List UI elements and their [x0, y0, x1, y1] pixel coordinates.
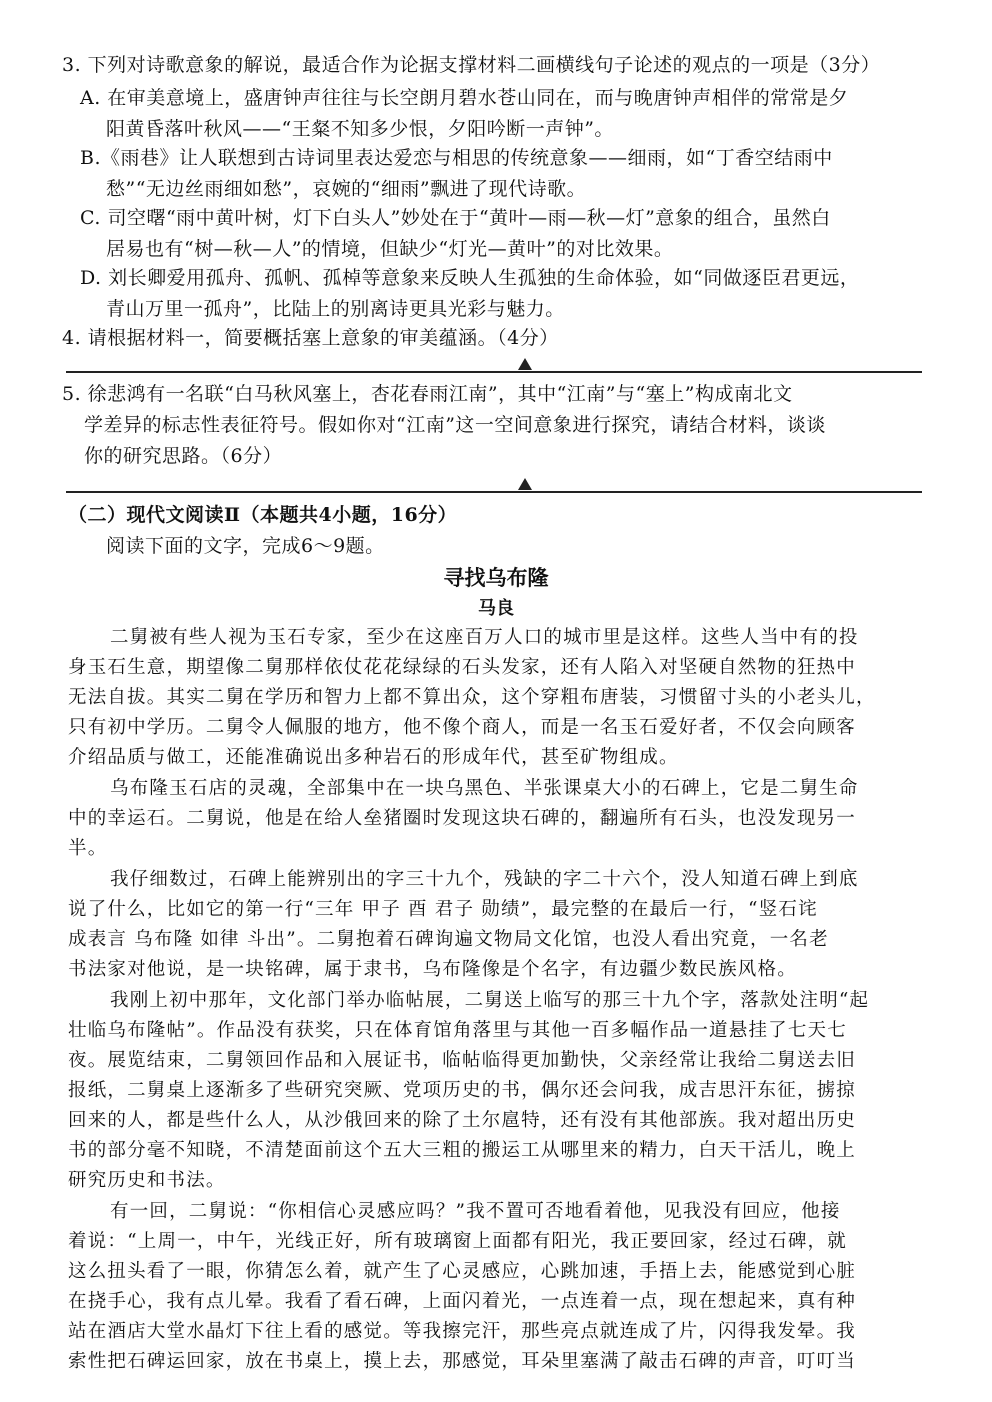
- q3-option-a-line2: 阳黄昏落叶秋风——“王粲不知多少恨，夕阳吟断一声钟”。: [106, 118, 614, 140]
- answer-line: [66, 491, 922, 493]
- q3-option-a-line1: A. 在审美意境上，盛唐钟声往往与长空朗月碧水苍山同在，而与晚唐钟声相伴的常常是夕: [80, 87, 849, 109]
- paragraph-line: 说了什么，比如它的第一行“三年 甲子 酉 君子 勋绩”，最完整的在最后一行，“竖石诧: [68, 899, 818, 920]
- paragraph-line: 介绍品质与做工，还能准确说出多种岩石的形成年代，甚至矿物组成。: [68, 747, 679, 768]
- paragraph-line: 书的部分毫不知晓，不清楚面前这个五大三粗的搬运工从哪里来的精力，白天干活儿，晚上: [68, 1140, 857, 1161]
- paragraph-line: 只有初中学历。二舅令人佩服的地方，他不像个商人，而是一名玉石爱好者，不仅会向顾客: [68, 717, 857, 738]
- paragraph-line: 乌布隆玉石店的灵魂，全部集中在一块乌黑色、半张课桌大小的石碑上，它是二舅生命: [110, 778, 859, 799]
- section-heading: （二）现代文阅读Ⅱ（本题共4小题，16分）: [68, 504, 458, 526]
- q4-stem: 4. 请根据材料一，简要概括塞上意象的审美蕴涵。（4分）: [62, 327, 559, 349]
- article-author: 马良: [478, 598, 514, 619]
- answer-mark-icon: [518, 358, 532, 370]
- q3-option-b-line2: 愁”“无边丝雨细如愁”，哀婉的“细雨”飘进了现代诗歌。: [106, 178, 587, 200]
- q3-option-b-line1: B.《雨巷》让人联想到古诗词里表达爱恋与相思的传统意象——细雨，如“丁香空结雨中: [80, 147, 833, 169]
- q5-line1: 5. 徐悲鸿有一名联“白马秋风塞上，杏花春雨江南”，其中“江南”与“塞上”构成南北文: [62, 383, 793, 405]
- paragraph-line: 身玉石生意，期望像二舅那样依仗花花绿绿的石头发家，还有人陷入对坚硬自然物的狂热中: [68, 657, 857, 678]
- q3-stem: 3. 下列对诗歌意象的解说，最适合作为论据支撑材料二画横线句子论述的观点的一项是（3分）: [62, 54, 881, 76]
- q3-option-d-line2: 青山万里一孤舟”，比陆上的别离诗更具光彩与魅力。: [106, 298, 565, 320]
- paragraph-line: 成表言 乌布隆 如律 斗出”。二舅抱着石碑询遍文物局文化馆，也没人看出究竟，一名老: [68, 929, 829, 950]
- section-instruction: 阅读下面的文字，完成6～9题。: [106, 535, 385, 557]
- paragraph-line: 回来的人，都是些什么人，从沙俄回来的除了土尔扈特，还有没有其他部族。我对超出历史: [68, 1110, 857, 1131]
- paragraph-line: 站在酒店大堂水晶灯下往上看的感觉。等我擦完汗，那些亮点就连成了片，闪得我发晕。我: [68, 1321, 857, 1342]
- q3-option-c-line2: 居易也有“树—秋—人”的情境，但缺少“灯光—黄叶”的对比效果。: [106, 238, 674, 260]
- paragraph-line: 中的幸运石。二舅说，他是在给人垒猪圈时发现这块石碑的，翻遍所有石头，也没发现另一: [68, 808, 857, 829]
- paragraph-line: 无法自拔。其实二舅在学历和智力上都不算出众，这个穿粗布唐装，习惯留寸头的小老头儿，: [68, 687, 876, 708]
- paragraph-line: 半。: [68, 838, 108, 859]
- paragraph-line: 研究历史和书法。: [68, 1170, 226, 1191]
- q3-option-d-line1: D. 刘长卿爱用孤舟、孤帆、孤棹等意象来反映人生孤独的生命体验，如“同做逐臣君更远，: [80, 267, 860, 289]
- paragraph-line: 壮临乌布隆帖”。作品没有获奖，只在体育馆角落里与其他一百多幅作品一道悬挂了七天七: [68, 1020, 847, 1041]
- paragraph-line: 我刚上初中那年，文化部门举办临帖展，二舅送上临写的那三十九个字，落款处注明“起: [110, 990, 870, 1011]
- answer-mark-icon: [518, 478, 532, 490]
- paragraph-line: 夜。展览结束，二舅领回作品和入展证书，临帖临得更加勤快，父亲经常让我给二舅送去旧: [68, 1050, 857, 1071]
- q5-line2: 学差异的标志性表征符号。假如你对“江南”这一空间意象进行探究，请结合材料，谈谈: [84, 414, 826, 436]
- paragraph-line: 着说：“上周一，中午，光线正好，所有玻璃窗上面都有阳光，我正要回家，经过石碑，就: [68, 1231, 847, 1252]
- q5-line3: 你的研究思路。（6分）: [84, 445, 283, 467]
- paragraph-line: 索性把石碑运回家，放在书桌上，摸上去，那感觉，耳朵里塞满了敲击石碑的声音，叮叮当: [68, 1351, 857, 1372]
- answer-line: [66, 371, 922, 373]
- paragraph-line: 书法家对他说，是一块铭碑，属于隶书，乌布隆像是个名字，有边疆少数民族风格。: [68, 959, 797, 980]
- paragraph-line: 这么扭头看了一眼，你猜怎么着，就产生了心灵感应，心跳加速，手捂上去，能感觉到心脏: [68, 1261, 857, 1282]
- q3-option-c-line1: C. 司空曙“雨中黄叶树，灯下白头人”妙处在于“黄叶—雨—秋—灯”意象的组合，虽然白: [80, 207, 831, 229]
- paragraph-line: 我仔细数过，石碑上能辨别出的字三十九个，残缺的字二十六个，没人知道石碑上到底: [110, 869, 859, 890]
- paragraph-line: 有一回，二舅说：“你相信心灵感应吗？”我不置可否地看着他，见我没有回应，他接: [110, 1201, 841, 1222]
- paragraph-line: 在挠手心，我有点儿晕。我看了看石碑，上面闪着光，一点连着一点，现在想起来，真有种: [68, 1291, 857, 1312]
- paragraph-line: 二舅被有些人视为玉石专家，至少在这座百万人口的城市里是这样。这些人当中有的投: [110, 627, 859, 648]
- paragraph-line: 报纸，二舅桌上逐渐多了些研究突厥、党项历史的书，偶尔还会问我，成吉思汗东征，掳掠: [68, 1080, 857, 1101]
- article-title: 寻找乌布隆: [443, 565, 549, 590]
